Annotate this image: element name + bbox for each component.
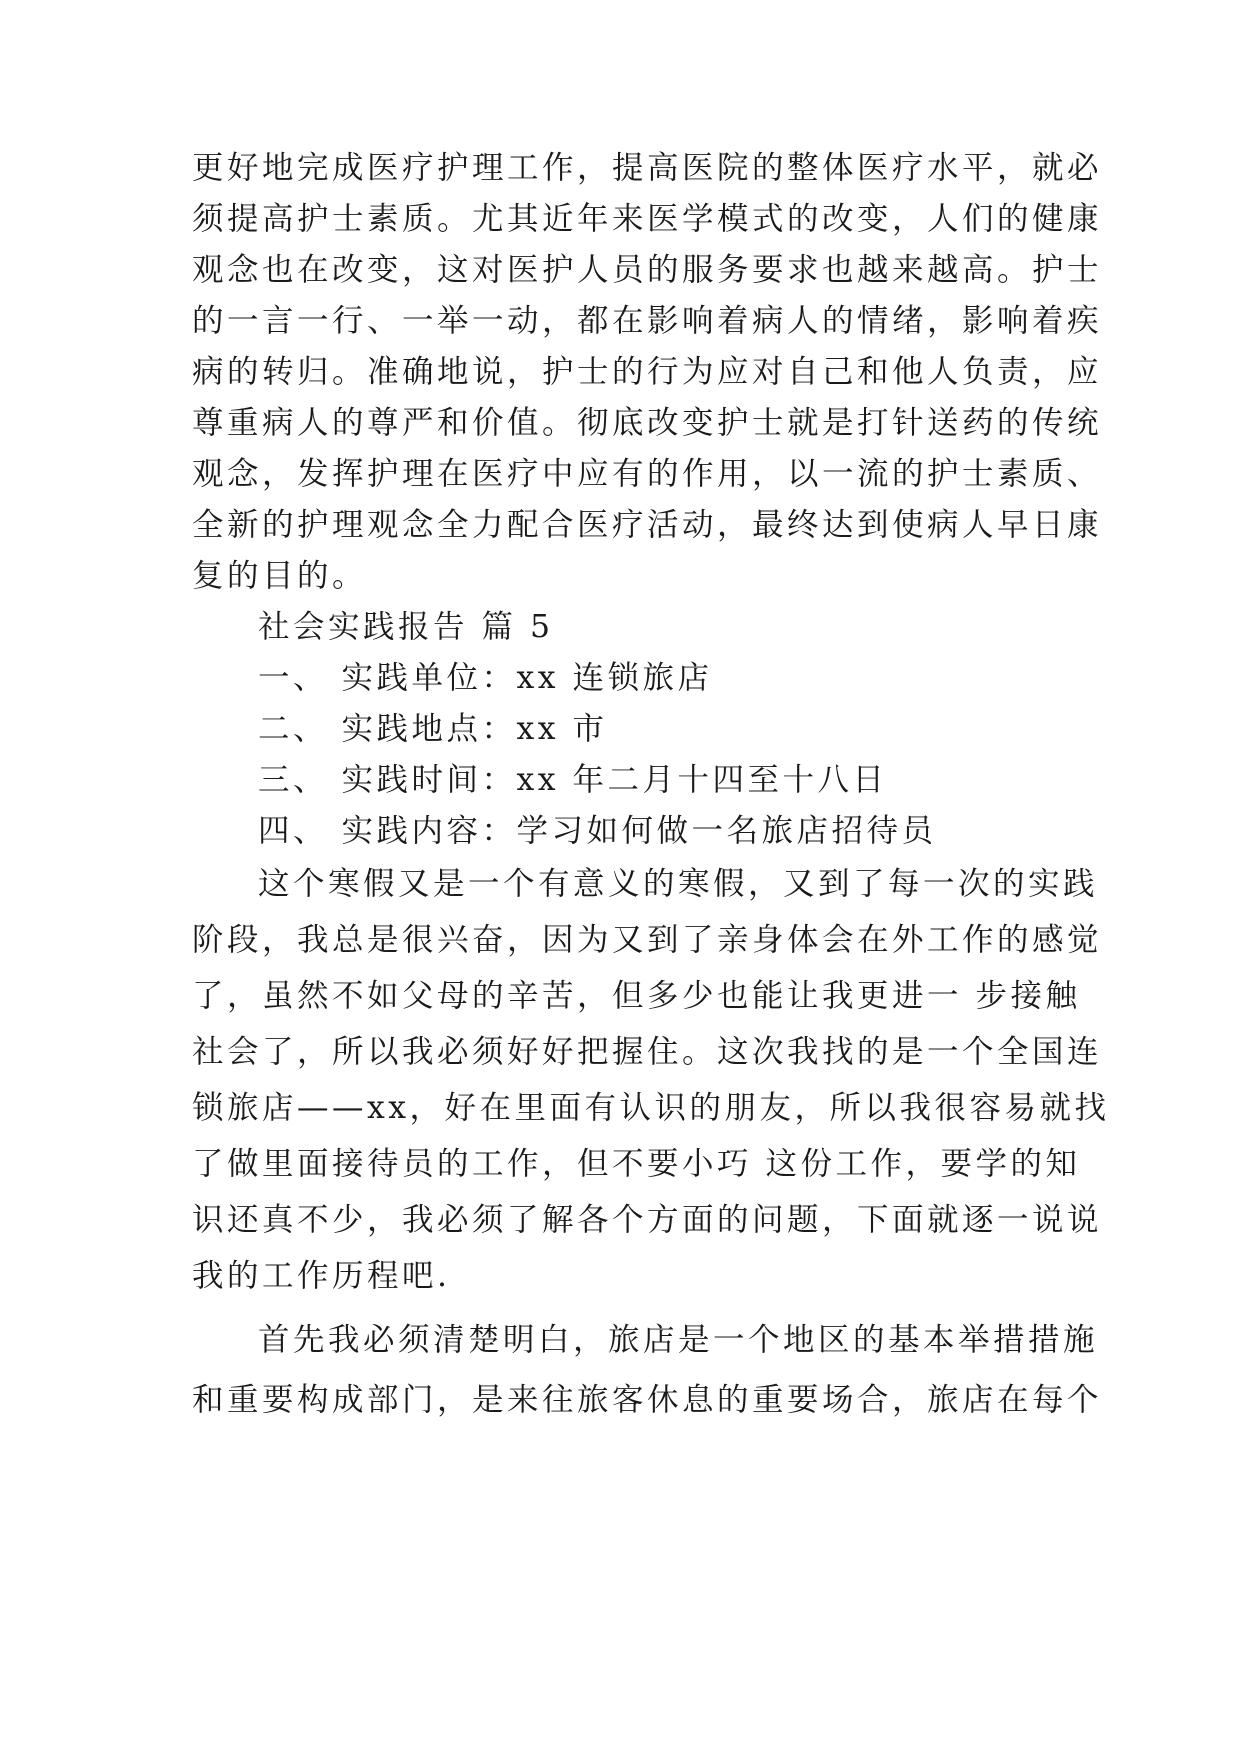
list-item: 四、 实践内容：学习如何做一名旅店招待员 bbox=[258, 813, 937, 849]
paragraph-line: 了做里面接待员的工作，但不要小巧 这份工作，要学的知 bbox=[192, 1146, 1081, 1182]
paragraph-line: 全新的护理观念全力配合医疗活动，最终达到使病人早日康 bbox=[192, 507, 1103, 543]
paragraph-line: 我的工作历程吧. bbox=[192, 1258, 451, 1294]
paragraph-line: 这个寒假又是一个有意义的寒假，又到了每一次的实践 bbox=[258, 866, 1099, 902]
paragraph-line: 阶段，我总是很兴奋，因为又到了亲身体会在外工作的感觉 bbox=[192, 922, 1103, 958]
paragraph-line: 须提高护士素质。尤其近年来医学模式的改变，人们的健康 bbox=[192, 201, 1103, 237]
list-item: 一、 实践单位：xx 连锁旅店 bbox=[258, 660, 713, 696]
paragraph-line: 尊重病人的尊严和价值。彻底改变护士就是打针送药的传统 bbox=[192, 405, 1103, 441]
paragraph-line: 复的目的。 bbox=[192, 558, 368, 594]
paragraph-line: 的一言一行、一举一动，都在影响着病人的情绪，影响着疾 bbox=[192, 303, 1103, 339]
paragraph-line: 更好地完成医疗护理工作，提高医院的整体医疗水平，就必 bbox=[192, 150, 1103, 186]
paragraph-line: 首先我必须清楚明白，旅店是一个地区的基本举措措施 bbox=[258, 1322, 1099, 1358]
paragraph-line: 观念也在改变，这对医护人员的服务要求也越来越高。护士 bbox=[192, 252, 1103, 288]
paragraph-line: 了，虽然不如父母的辛苦，但多少也能让我更进一 步接触 bbox=[192, 978, 1081, 1014]
paragraph-line: 识还真不少，我必须了解各个方面的问题，下面就逐一说说 bbox=[192, 1202, 1103, 1238]
paragraph-line: 社会了，所以我必须好好把握住。这次我找的是一个全国连 bbox=[192, 1034, 1103, 1070]
paragraph-line: 和重要构成部门，是来往旅客休息的重要场合，旅店在每个 bbox=[192, 1382, 1103, 1418]
list-item: 二、 实践地点：xx 市 bbox=[258, 711, 608, 747]
section-title: 社会实践报告 篇 5 bbox=[258, 609, 554, 645]
paragraph-line: 锁旅店——xx，好在里面有认识的朋友，所以我很容易就找 bbox=[192, 1090, 1110, 1126]
list-item: 三、 实践时间：xx 年二月十四至十八日 bbox=[258, 762, 888, 798]
paragraph-line: 观念，发挥护理在医疗中应有的作用，以一流的护士素质、 bbox=[192, 456, 1103, 492]
paragraph-line: 病的转归。准确地说，护士的行为应对自己和他人负责，应 bbox=[192, 354, 1103, 390]
